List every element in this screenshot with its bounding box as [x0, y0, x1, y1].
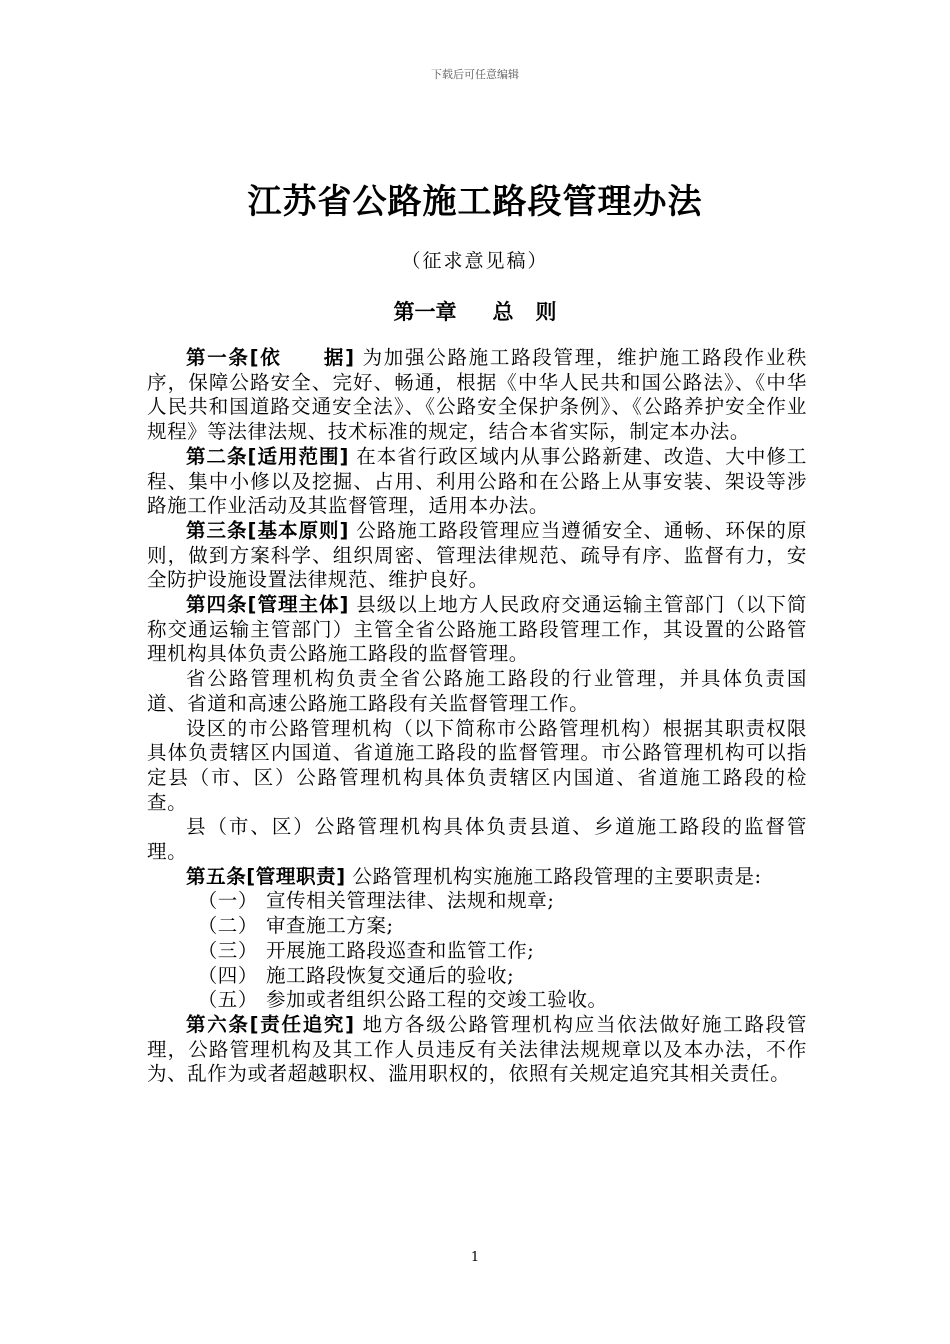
duty-number: （四）	[197, 963, 258, 987]
article-heading: 第五条[管理职责]	[186, 864, 346, 888]
article-1	[147, 346, 807, 445]
article-text: 为加强公路施工路段管理，维护施工路段作业秩序，保障公路安全、完好、畅通，根据《中华人民共和国公路法》、《中华人民共和国道路交通安全法》、《公路安全保护条例》、《公路养护安全作业规程》等法律法规、技术标准的规定，结合本省实际，制定本办法。	[147, 346, 807, 444]
duty-item	[147, 889, 807, 914]
duty-text: 施工路段恢复交通后的验收;	[265, 963, 515, 987]
document-subtitle: （征求意见稿）	[401, 250, 549, 272]
duty-text: 宣传相关管理法律、法规和规章;	[265, 889, 555, 913]
chapter-heading	[0, 296, 950, 326]
header-note: 下载后可任意编辑	[431, 68, 519, 81]
duty-text: 审查施工方案;	[265, 914, 394, 938]
article-heading: 第三条[基本原则]	[186, 518, 349, 542]
chapter-title-char-1: 总	[492, 300, 514, 324]
chapter-title-char-2: 则	[535, 300, 557, 324]
duty-text: 参加或者组织公路工程的交竣工验收。	[265, 988, 608, 1012]
duty-item	[147, 914, 807, 939]
article-text: 地方各级公路管理机构应当依法做好施工路段管理，公路管理机构及其工作人员违反有关法律法规规章以及本办法，不作为、乱作为或者超越职权、滥用职权的，依照有关规定追究其相关责任。	[147, 1012, 807, 1086]
article-4	[147, 593, 807, 667]
article-2	[147, 445, 807, 519]
duty-number: （二）	[197, 914, 258, 938]
chapter-number: 第一章	[393, 300, 457, 324]
article-text: 在本省行政区域内从事公路新建、改造、大中修工程、集中小修以及挖掘、占用、利用公路和在公路上从事安装、架设等涉路施工作业活动及其监督管理，适用本办法。	[147, 444, 807, 518]
article-heading: 第四条[管理主体]	[186, 593, 349, 617]
article-5	[147, 865, 807, 890]
article-heading: 第六条[责任追究]	[186, 1012, 355, 1036]
article-text: 公路管理机构实施施工路段管理的主要职责是:	[352, 864, 762, 888]
article-heading: 第二条[适用范围]	[186, 444, 349, 468]
paragraph-county: 县（市、区）公路管理机构具体负责县道、乡道施工路段的监督管理。	[147, 815, 807, 864]
duty-item	[147, 964, 807, 989]
duty-item	[147, 988, 807, 1013]
article-3	[147, 519, 807, 593]
duty-number: （一）	[197, 889, 258, 913]
page-number: 1	[470, 1250, 480, 1265]
duty-text: 开展施工路段巡查和监管工作;	[265, 938, 535, 962]
article-text: 公路施工路段管理应当遵循安全、通畅、环保的原则，做到方案科学、组织周密、管理法律规范、疏导有序、监督有力，安全防护设施设置法律规范、维护良好。	[147, 518, 807, 592]
article-text: 县级以上地方人民政府交通运输主管部门（以下简称交通运输主管部门）主管全省公路施工路段管理工作，其设置的公路管理机构具体负责公路施工路段的监督管理。	[147, 593, 807, 666]
paragraph-city: 设区的市公路管理机构（以下简称市公路管理机构）根据其职责权限具体负责辖区内国道、省道施工路段的监督管理。市公路管理机构可以指定县（市、区）公路管理机构具体负责辖区内国道、省道施工路段的检查。	[147, 716, 807, 814]
document-body	[147, 346, 807, 1087]
article-6	[147, 1013, 807, 1087]
paragraph-provincial: 省公路管理机构负责全省公路施工路段的行业管理，并具体负责国道、省道和高速公路施工路段有关监督管理工作。	[147, 667, 807, 715]
duty-number: （五）	[197, 988, 258, 1012]
document-title: 江苏省公路施工路段管理办法	[247, 182, 703, 222]
article-heading: 第一条[依 据]	[186, 346, 355, 369]
duty-number: （三）	[197, 938, 258, 962]
duty-item	[147, 939, 807, 964]
